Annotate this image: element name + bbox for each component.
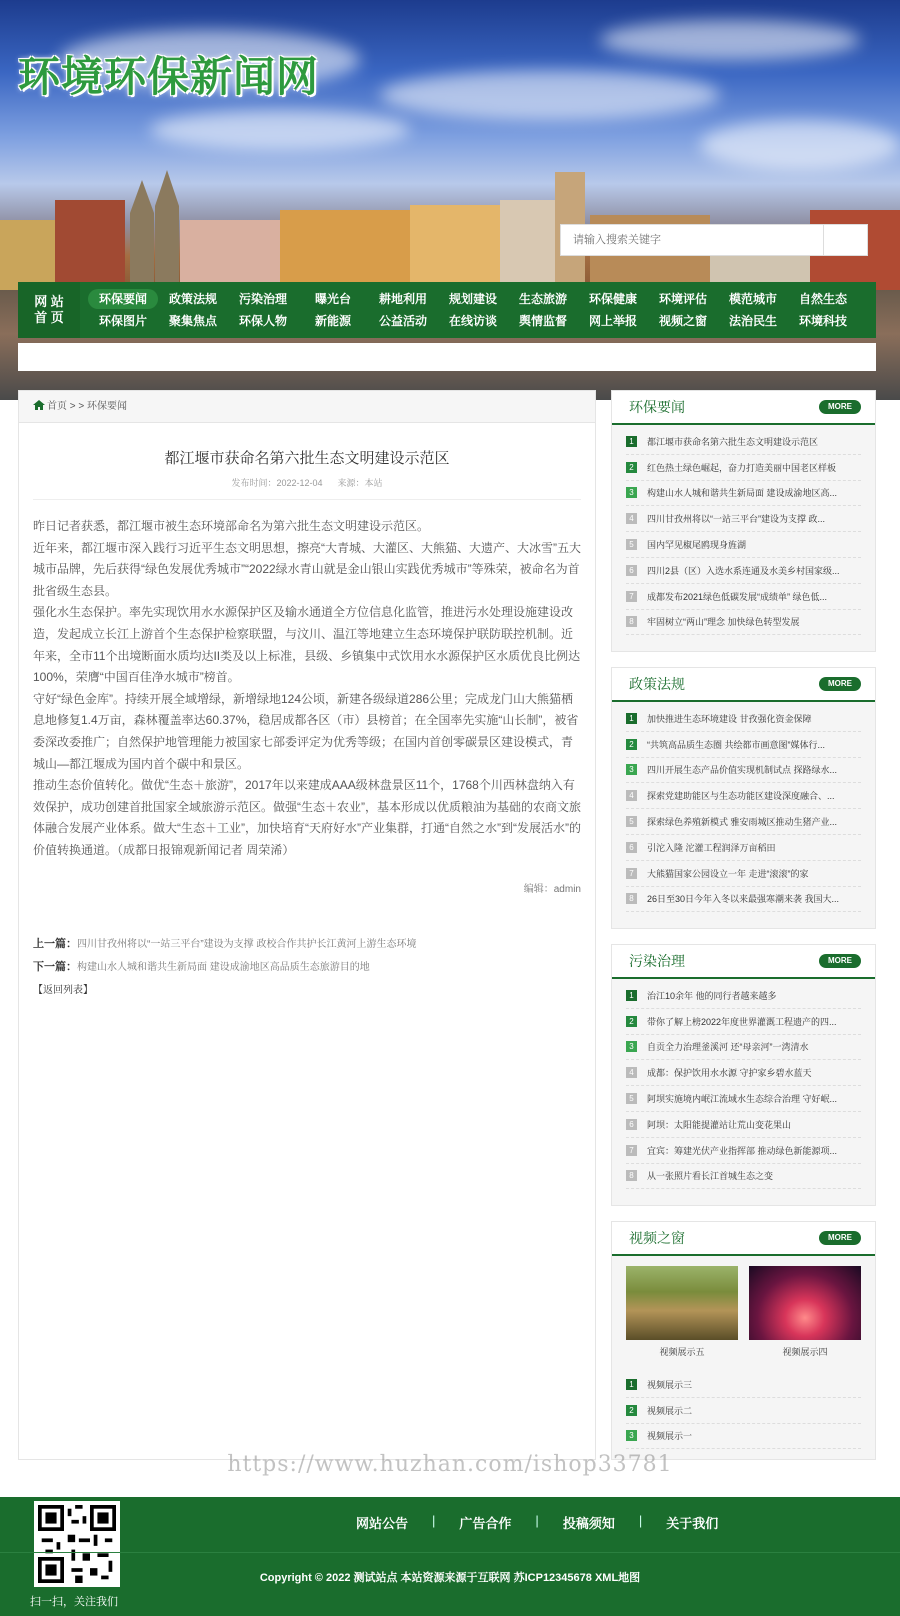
nav-item[interactable]: 环保要闻 (88, 289, 158, 309)
divider (0, 1552, 900, 1553)
site-title[interactable]: 环境环保新闻网 (18, 52, 320, 101)
footer (0, 1497, 900, 1616)
breadcrumb-home[interactable]: 首页 (47, 401, 67, 412)
nav-item[interactable]: 网上举报 (588, 314, 637, 328)
list-item[interactable]: 2 红色热土绿色崛起，奋力打造美丽中国老区样板 (626, 455, 861, 481)
list-item[interactable]: 5 阿坝实施境内岷江流域水生态综合治理 守好岷... (626, 1086, 861, 1112)
nav-home[interactable]: 网 站 首 页 (18, 282, 80, 338)
prev-next (19, 895, 595, 979)
breadcrumb-separator: > > (67, 401, 88, 412)
section-title[interactable]: 视频之窗 (629, 1228, 685, 1248)
article-panel (18, 390, 596, 1460)
nav-item[interactable]: 视频之窗 (658, 314, 707, 328)
prev-link[interactable]: 四川甘孜州将以“一站三平台”建设为支撑 政校合作共护长江黄河上游生态环境 (77, 938, 417, 950)
footer-link[interactable]: 广告合作 (459, 1516, 512, 1531)
search-button[interactable] (823, 225, 867, 255)
article-meta: 发布时间：2022-12-04 来源：本站 (231, 478, 383, 488)
nav-item[interactable]: 模范城市 (728, 292, 777, 306)
video-caption[interactable]: 视频展示四 (782, 1347, 828, 1357)
header-banner (0, 0, 900, 400)
list-item[interactable]: 3 构建山水人城和谐共生新局面 建设成渝地区高... (626, 481, 861, 507)
list-item[interactable]: 4 成都：保护饮用水水源 守护家乡碧水蓝天 (626, 1060, 861, 1086)
list-item[interactable]: 1 加快推进生态环境建设 甘孜强化资金保障 (626, 706, 861, 732)
list-item[interactable]: 4 四川甘孜州将以“一站三平台”建设为支撑 政... (626, 506, 861, 532)
list-item[interactable]: 2 视频展示二 (626, 1398, 861, 1424)
separator: | (535, 1513, 539, 1528)
nav-item[interactable]: 污染治理 (238, 292, 287, 306)
footer-link[interactable]: 关于我们 (666, 1516, 719, 1531)
paragraph: 近年来，都江堰市深入践行习近平生态文明思想，擦亮“大青城、大灌区、大熊猫、大遗产、大冰雪”五大城市品牌，先后获得“绿色发展优秀城市”“2022绿水青山就是金山银山实践优秀城市”等殊荣，被命名为首批省级生态县。 (33, 540, 581, 598)
article-body (19, 500, 595, 862)
nav-item[interactable]: 环保健康 (588, 292, 637, 306)
video-caption[interactable]: 视频展示五 (659, 1347, 705, 1357)
video-thumbnail[interactable] (626, 1266, 738, 1340)
main-nav (18, 282, 876, 338)
nav-item[interactable]: 公益活动 (378, 314, 427, 328)
watermark-text: https://www.huzhan.com/ishop33781 (227, 1452, 673, 1477)
nav-item[interactable]: 政策法规 (168, 292, 217, 306)
separator: | (432, 1513, 436, 1528)
sidebar-section (611, 390, 876, 652)
back-to-list-link[interactable]: 【返回列表】 (33, 984, 93, 996)
list-item[interactable]: 8 26日至30日今年入冬以来最强寒潮来袭 我国大... (626, 887, 861, 913)
nav-row-1 (88, 289, 868, 309)
nav-item[interactable]: 聚集焦点 (168, 314, 217, 328)
section-title[interactable]: 环保要闻 (629, 397, 685, 417)
search-box (560, 224, 868, 256)
home-icon (33, 400, 45, 410)
more-button[interactable]: MORE (819, 400, 861, 414)
notice-bar (18, 343, 876, 371)
list-item[interactable]: 7 宜宾：筹建光伏产业指挥部 推动绿色新能源项... (626, 1138, 861, 1164)
list-item[interactable]: 5 国内罕见椒尾鸥现身旌湖 (626, 532, 861, 558)
list-item[interactable]: 8 牢固树立“两山”理念 加快绿色转型发展 (626, 610, 861, 636)
breadcrumb (19, 391, 595, 423)
nav-item[interactable]: 舆情监督 (518, 314, 567, 328)
list-item[interactable]: 3 四川开展生态产品价值实现机制试点 探路绿水... (626, 758, 861, 784)
list-item[interactable]: 6 阿坝：太阳能提灌站让荒山变花果山 (626, 1112, 861, 1138)
nav-item[interactable]: 法治民生 (728, 314, 777, 328)
nav-item[interactable]: 环境评估 (658, 292, 707, 306)
video-card[interactable] (626, 1266, 738, 1358)
list-item[interactable]: 5 探索绿色养殖新模式 雅安雨城区推动生猪产业... (626, 809, 861, 835)
list-item[interactable]: 6 引沱入隆 沱灌工程润泽万亩稻田 (626, 835, 861, 861)
list-item[interactable]: 8 从一张照片看长江首城生态之变 (626, 1164, 861, 1190)
list-item[interactable]: 2 带你了解上榜2022年度世界灌溉工程遗产的四... (626, 1009, 861, 1035)
paragraph: 昨日记者获悉，都江堰市被生态环境部命名为第六批生态文明建设示范区。 (33, 519, 430, 533)
separator: | (638, 1513, 643, 1528)
copyright: Copyright © 2022 测试站点 本站资源来源于互联网 苏ICP12345678 XML地图 (259, 1572, 641, 1584)
more-button[interactable]: MORE (819, 1231, 861, 1245)
paragraph: 守好“绿色金库”。持续开展全域增绿，新增绿地124公顷，新建各级绿道286公里；完成龙门山大熊猫栖息地修复1.4万亩，森林覆盖率达60.37%，稳居成都各区（市）县榜首；在全国率先实施“山长制”，被省委深改委推广；自然保护地管理能力被国家七部委评定为优秀等级；在国内首创零碳景区建设模式，青城山—都江堰成为国内首个碳中和景区。 (33, 691, 579, 771)
article-editor: 编辑：admin (523, 883, 581, 895)
list-item[interactable]: 4 探索党建助能区与生态功能区建设深度融合、... (626, 783, 861, 809)
sidebar-section-video (611, 1221, 876, 1460)
article-title: 都江堰市获命名第六批生态文明建设示范区 (164, 450, 450, 467)
paragraph: 推动生态价值转化。做优“生态＋旅游”，2017年以来建成AAA级林盘景区11个，1768个川西林盘纳入有效保护，成功创建首批国家全域旅游示范区。做强“生态＋农业”，基本形成以优质粮油为基础的农商文旅体融合发展产业体系。做大“生态＋工业”，加快培育“天府好水”产业集群，打通“自然之水”到“发展活水”的价值转换通道。（成都日报锦观新闻记者 周荣浠） (33, 778, 581, 857)
list-item[interactable]: 1 视频展示三 (626, 1372, 861, 1398)
nav-item[interactable]: 生态旅游 (518, 292, 567, 306)
nav-item[interactable]: 在线访谈 (448, 314, 497, 328)
prev-label: 上一篇： (33, 937, 77, 950)
paragraph: 强化水生态保护。率先实现饮用水水源保护区及输水通道全方位信息化监管，推进污水处理设施建设改造，发起成立长江上游首个生态保护检察联盟，与汶川、温江等地建立生态环境保护联防联控机制。近年来，全市11个出境断面水质均达II类及以上标准，县级、乡镇集中式饮用水水源保护区水质优良比例达100%，荣膺“中国百佳净水城市”榜首。 (33, 605, 581, 685)
list-item[interactable]: 6 四川2县（区）入选水系连通及水美乡村国家级... (626, 558, 861, 584)
list-item[interactable]: 3 视频展示一 (626, 1424, 861, 1450)
list-item[interactable]: 1 治江10余年 他的同行者越来越多 (626, 983, 861, 1009)
list-item[interactable]: 2 “共筑高品质生态圈 共绘都市画意图”媒体行... (626, 732, 861, 758)
video-card[interactable] (749, 1266, 861, 1358)
footer-link[interactable]: 投稿须知 (562, 1516, 615, 1531)
list-item[interactable]: 1 都江堰市获命名第六批生态文明建设示范区 (626, 429, 861, 455)
list-item[interactable]: 7 成都发布2021绿色低碳发展“成绩单” 绿色低... (626, 584, 861, 610)
nav-row-2 (88, 311, 868, 331)
list-item[interactable]: 7 大熊猫国家公园设立一年 走进“滚滚”的家 (626, 861, 861, 887)
list-item[interactable]: 3 自贡全力治理釜溪河 还“母亲河”一湾清水 (626, 1035, 861, 1061)
nav-item[interactable]: 环保人物 (238, 314, 287, 328)
breadcrumb-current[interactable]: 环保要闻 (87, 401, 128, 412)
search-input[interactable] (561, 225, 821, 255)
more-button[interactable]: MORE (819, 677, 861, 691)
nav-item[interactable]: 耕地利用 (378, 292, 427, 306)
footer-links (344, 1513, 730, 1532)
nav-item[interactable]: 规划建设 (448, 292, 497, 306)
nav-item[interactable]: 新能源 (314, 314, 351, 328)
more-button[interactable]: MORE (819, 954, 861, 968)
sidebar-section (611, 667, 876, 929)
nav-item[interactable]: 曝光台 (314, 292, 351, 306)
sidebar-section (611, 944, 876, 1206)
nav-item[interactable]: 环境科技 (798, 314, 847, 328)
qr-label: 扫一扫，关注我们 (30, 1596, 118, 1608)
next-link[interactable]: 构建山水人城和谐共生新局面 建设成渝地区高品质生态旅游目的地 (77, 961, 370, 973)
video-thumbnail[interactable] (749, 1266, 861, 1340)
section-title[interactable]: 污染治理 (629, 951, 685, 971)
nav-item[interactable]: 自然生态 (798, 292, 847, 306)
next-label: 下一篇： (33, 960, 77, 973)
nav-item[interactable]: 环保图片 (98, 314, 147, 328)
footer-link[interactable]: 网站公告 (356, 1516, 409, 1531)
section-title[interactable]: 政策法规 (629, 674, 685, 694)
